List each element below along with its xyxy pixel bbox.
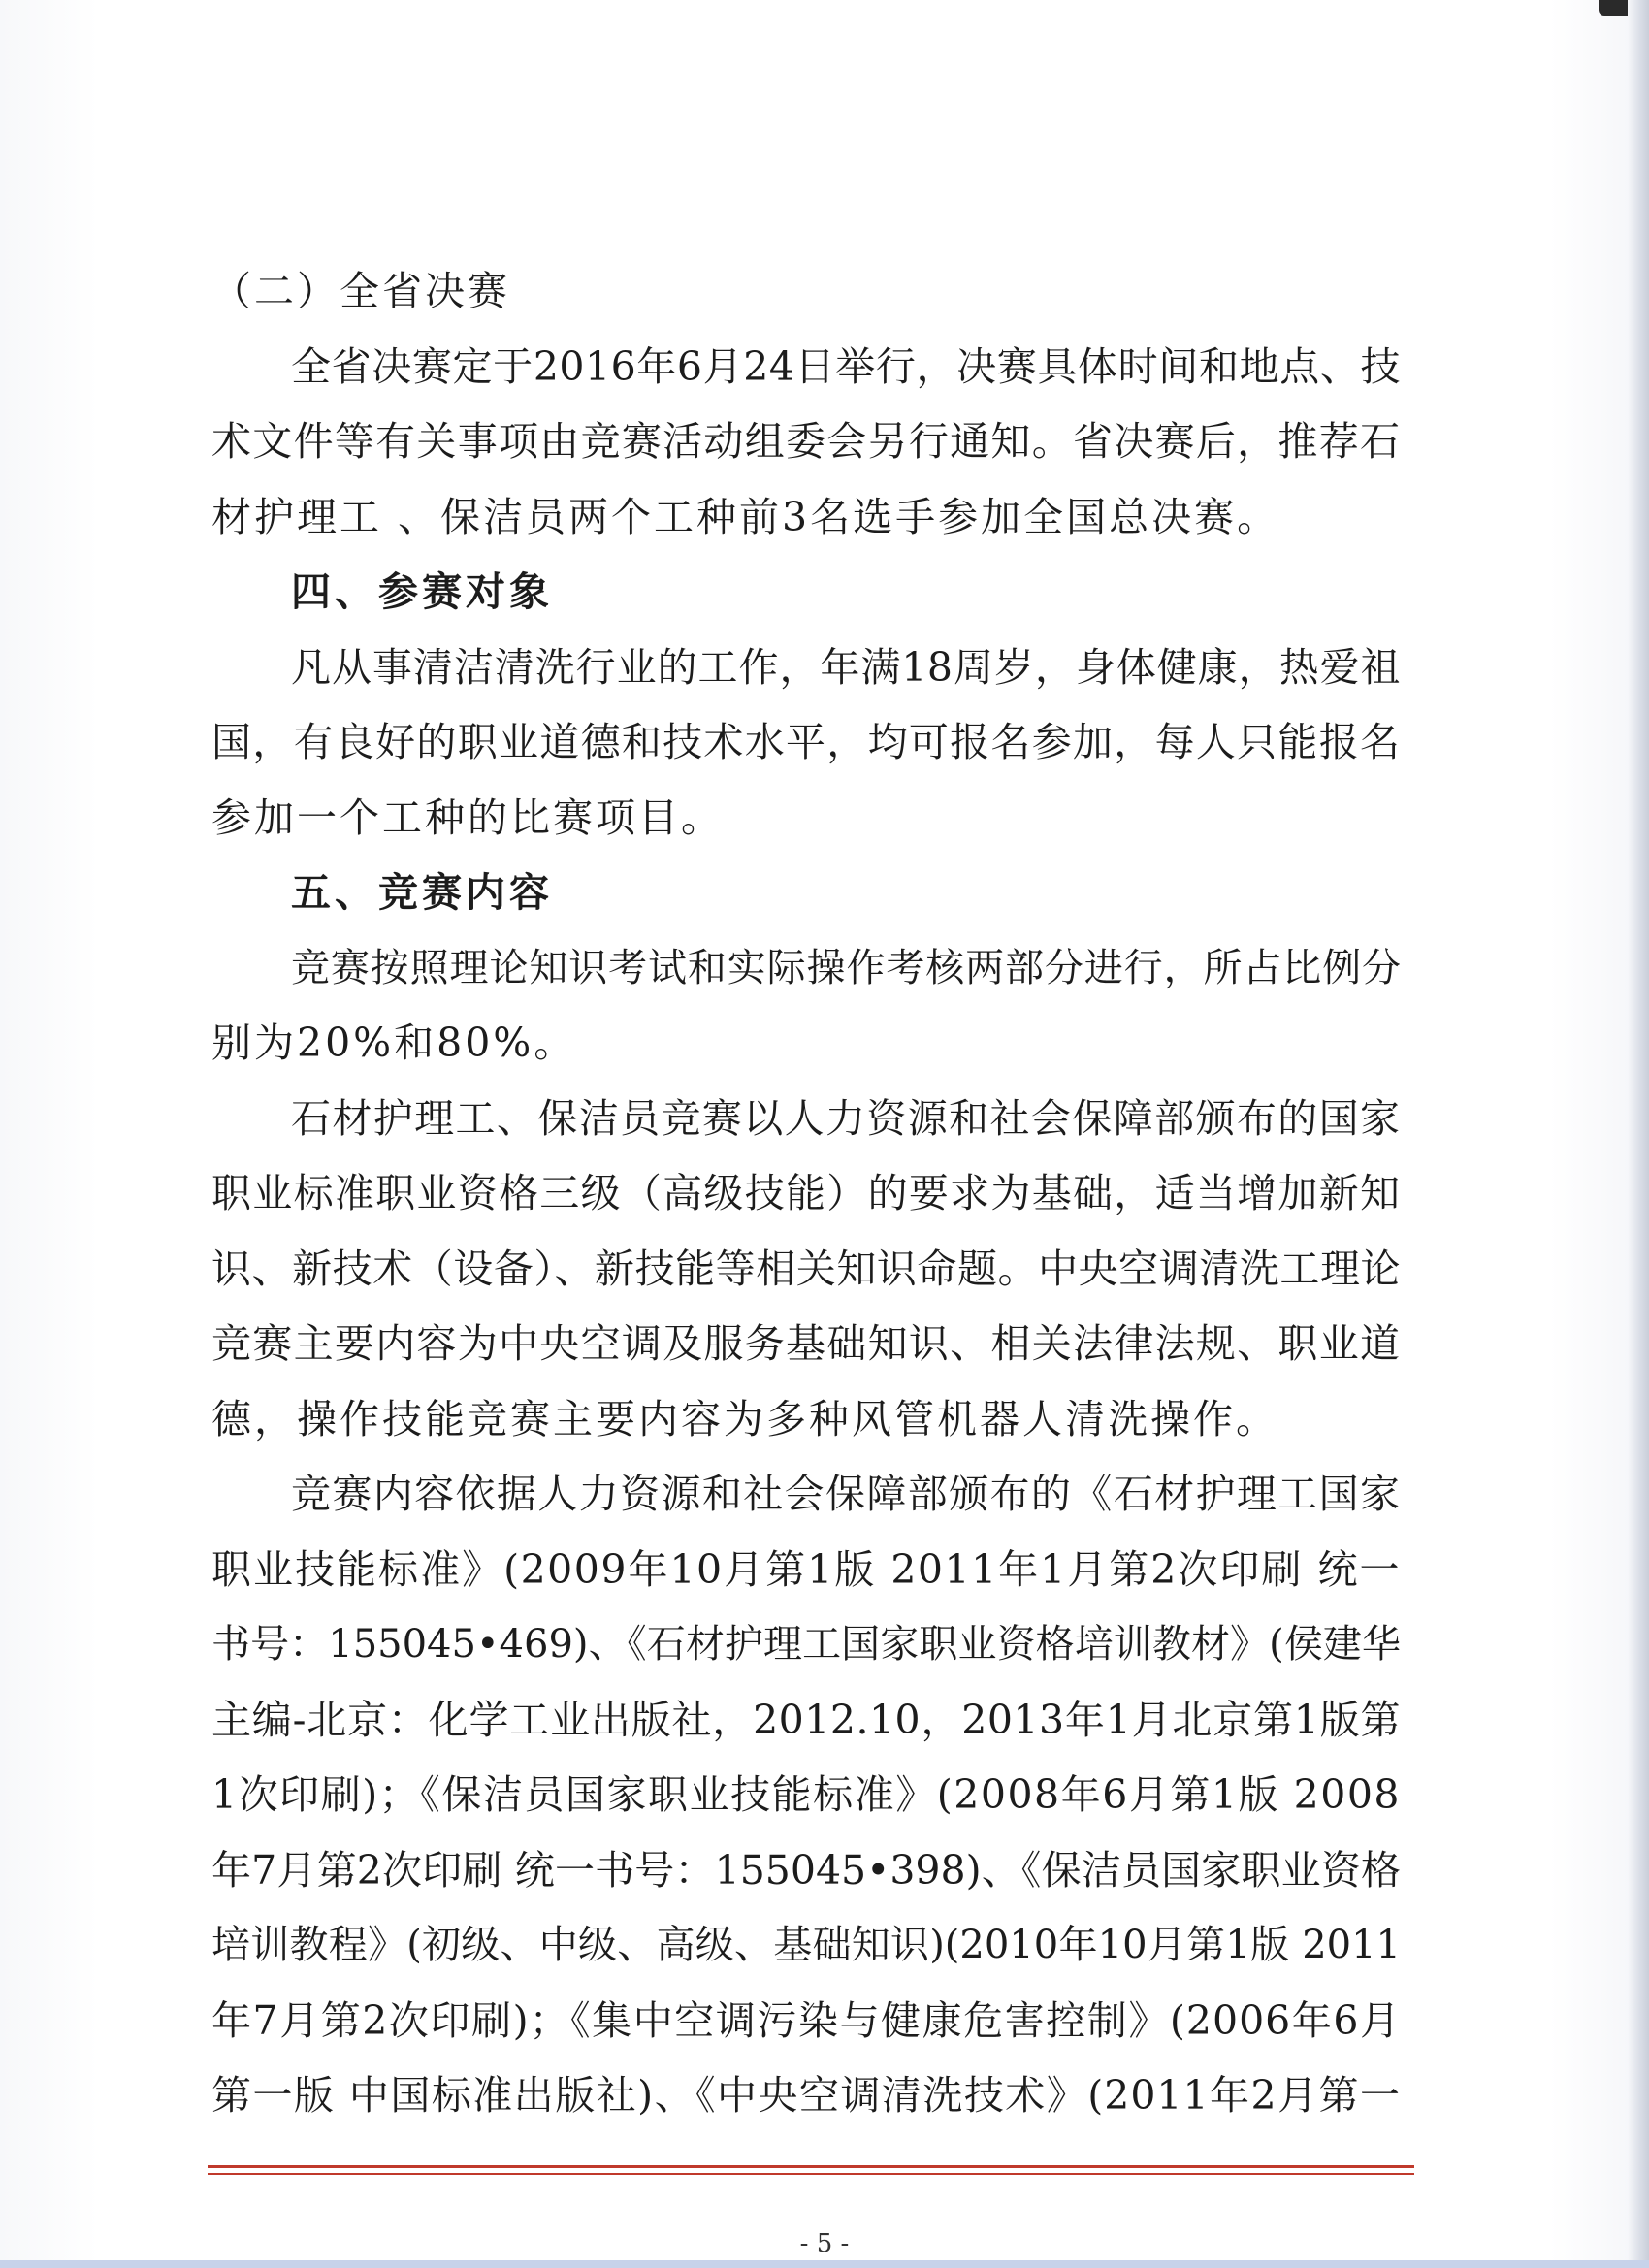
footer-rule-top [208,2165,1414,2168]
paragraph-line: 全省决赛定于2016年6月24日举行，决赛具体时间和地点、技 [291,342,1401,390]
section-heading-content: 五、竞赛内容 [291,869,553,916]
paragraph-line: 材护理工 、保洁员两个工种前3名选手参加全国总决赛。 [211,493,1280,540]
paragraph-line: 1次印刷)；《保洁员国家职业技能标准》(2008年6月第1版 2008 [211,1771,1401,1818]
scan-bottom-edge [0,2260,1649,2268]
paragraph-line: 凡从事清洁清洗行业的工作，年满18周岁，身体健康，热爱祖 [291,643,1401,691]
paragraph-line: 竞赛内容依据人力资源和社会保障部颁布的《石材护理工国家 [291,1471,1401,1517]
paragraph-line: 第一版 中国标准出版社)、《中央空调清洗技术》(2011年2月第一 [211,2072,1401,2119]
paragraph-line: 德，操作技能竞赛主要内容为多种风管机器人清洗操作。 [211,1395,1278,1442]
paragraph-line: 职业标准职业资格三级（高级技能）的要求为基础，适当增加新知 [211,1170,1401,1216]
paragraph-line: 竞赛按照理论知识考试和实际操作考核两部分进行，所占比例分 [291,945,1401,990]
paragraph-line: 培训教程》(初级、中级、高级、基础知识)(2010年10月第1版 2011 [211,1923,1401,1967]
footer-rule-bottom [208,2173,1414,2175]
paragraph-line: 职业技能标准》(2009年10月第1版 2011年1月第2次印刷 统一 [211,1545,1401,1593]
paragraph-line: 年7月第2次印刷)；《集中空调污染与健康危害控制》(2006年6月 [211,1996,1401,2044]
scan-edge [1628,0,1649,2268]
section-heading-participants: 四、参赛对象 [291,568,553,615]
paragraph-line: 识、新技术（设备）、新技能等相关知识命题。中央空调清洗工理论 [211,1245,1401,1292]
scan-corner-mark [1599,0,1628,16]
paragraph-line: 书号：155045•469)、《石材护理工国家职业资格培训教材》(侯建华 [211,1622,1401,1667]
paragraph-line: 别为20%和80%。 [211,1020,577,1066]
paragraph-line: 年7月第2次印刷 统一书号：155045•398)、《保洁员国家职业资格 [211,1846,1401,1894]
paragraph-line: 竞赛主要内容为中央空调及服务基础知识、相关法律法规、职业道 [211,1320,1401,1367]
paragraph-line: 主编-北京：化学工业出版社，2012.10，2013年1月北京第1版第 [211,1696,1401,1743]
page-number: - 5 - [799,2229,850,2258]
body-text [211,254,1401,2134]
paragraph-line: 参加一个工种的比赛项目。 [211,794,724,841]
paragraph-line: 术文件等有关事项由竞赛活动组委会另行通知。省决赛后，推荐石 [211,418,1401,465]
subsection-heading-provincial-final: （二）全省决赛 [211,268,510,314]
paragraph-line: 石材护理工、保洁员竞赛以人力资源和社会保障部颁布的国家 [291,1094,1401,1142]
paragraph-line: 国，有良好的职业道德和技术水平，均可报名参加，每人只能报名 [211,719,1401,765]
